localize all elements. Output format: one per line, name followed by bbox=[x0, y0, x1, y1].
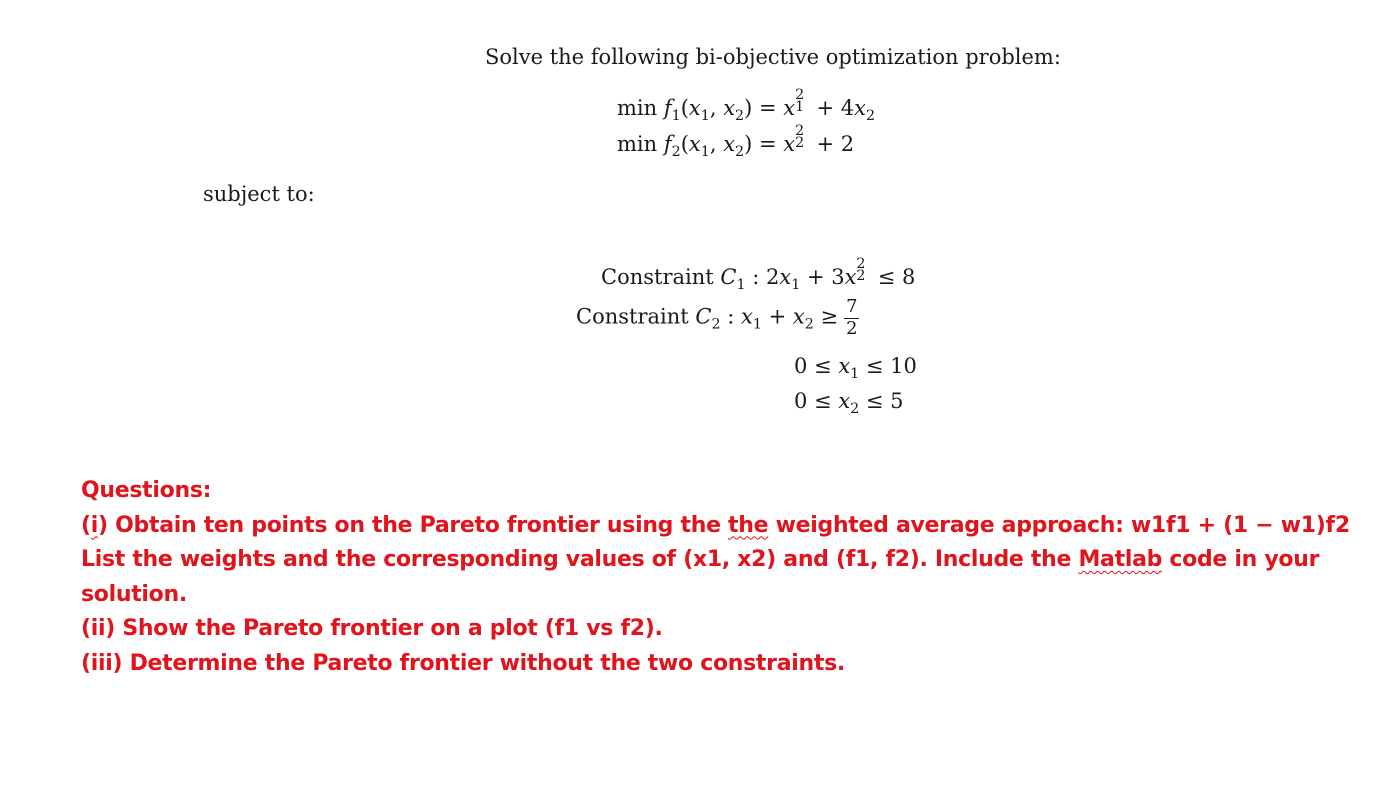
q1-duplicate-the: the bbox=[728, 512, 769, 538]
q1-matlab-word: Matlab bbox=[1078, 547, 1163, 572]
q1-roman-i: i bbox=[90, 512, 99, 538]
questions-heading: Questions: bbox=[81, 478, 212, 503]
problem-intro: Solve the following bi-objective optimization problem: bbox=[485, 45, 1061, 69]
q1-text-a: ) Obtain ten points on the Pareto frontier using the bbox=[98, 512, 729, 538]
subject-to-label: subject to: bbox=[203, 182, 315, 206]
min-label-f1: min bbox=[617, 96, 658, 120]
question-1-line-3: solution. bbox=[81, 581, 187, 607]
min-label-f2: min bbox=[617, 132, 658, 156]
questions-block bbox=[81, 474, 1371, 681]
constraint-label-c1: Constraint bbox=[601, 265, 714, 289]
question-1-line-2 bbox=[81, 543, 1371, 578]
objective-f1: $\min f_1(x_1$, $x_2) = x$ 2 1 + $4x_2$ bbox=[617, 86, 876, 124]
question-3: (iii) Determine the Pareto frontier without the two constraints. bbox=[81, 650, 845, 676]
bound-x2: $0 \le x_2 \le 5$ bbox=[794, 389, 904, 417]
constraint-label-c2: Constraint bbox=[576, 304, 689, 329]
q1-open-paren: ( bbox=[81, 512, 91, 538]
bound-x1: $0 \le x_1 \le 10$ bbox=[794, 354, 917, 382]
question-2: (ii) Show the Pareto frontier on a plot (f1 vs f2). bbox=[81, 616, 663, 641]
q1-text-b: weighted average approach: w1f1 + (1 − w1)f2 bbox=[768, 512, 1350, 538]
question-1-line-1 bbox=[81, 509, 1371, 544]
q1-line2-text-a: List the weights and the corresponding values of (x1, x2) and (f1, f2). Include the bbox=[81, 547, 1079, 572]
seven-halves-fraction: $\frac{7}{2}$ bbox=[846, 296, 858, 339]
constraint-c2: Constraint $C_2$ : $x_1 + x_2$ ≥ $\frac{7}{2}$ bbox=[576, 296, 858, 339]
q1-line2-text-b: code in your bbox=[1162, 547, 1320, 572]
constraint-c1: Constraint $C_1$ : $2x_1 + 3x$ 2 2 ≤ 8 bbox=[601, 255, 916, 293]
objective-f2: $\min f_2(x_1$, $x_2) = x$ 2 2 + 2 bbox=[617, 122, 855, 160]
